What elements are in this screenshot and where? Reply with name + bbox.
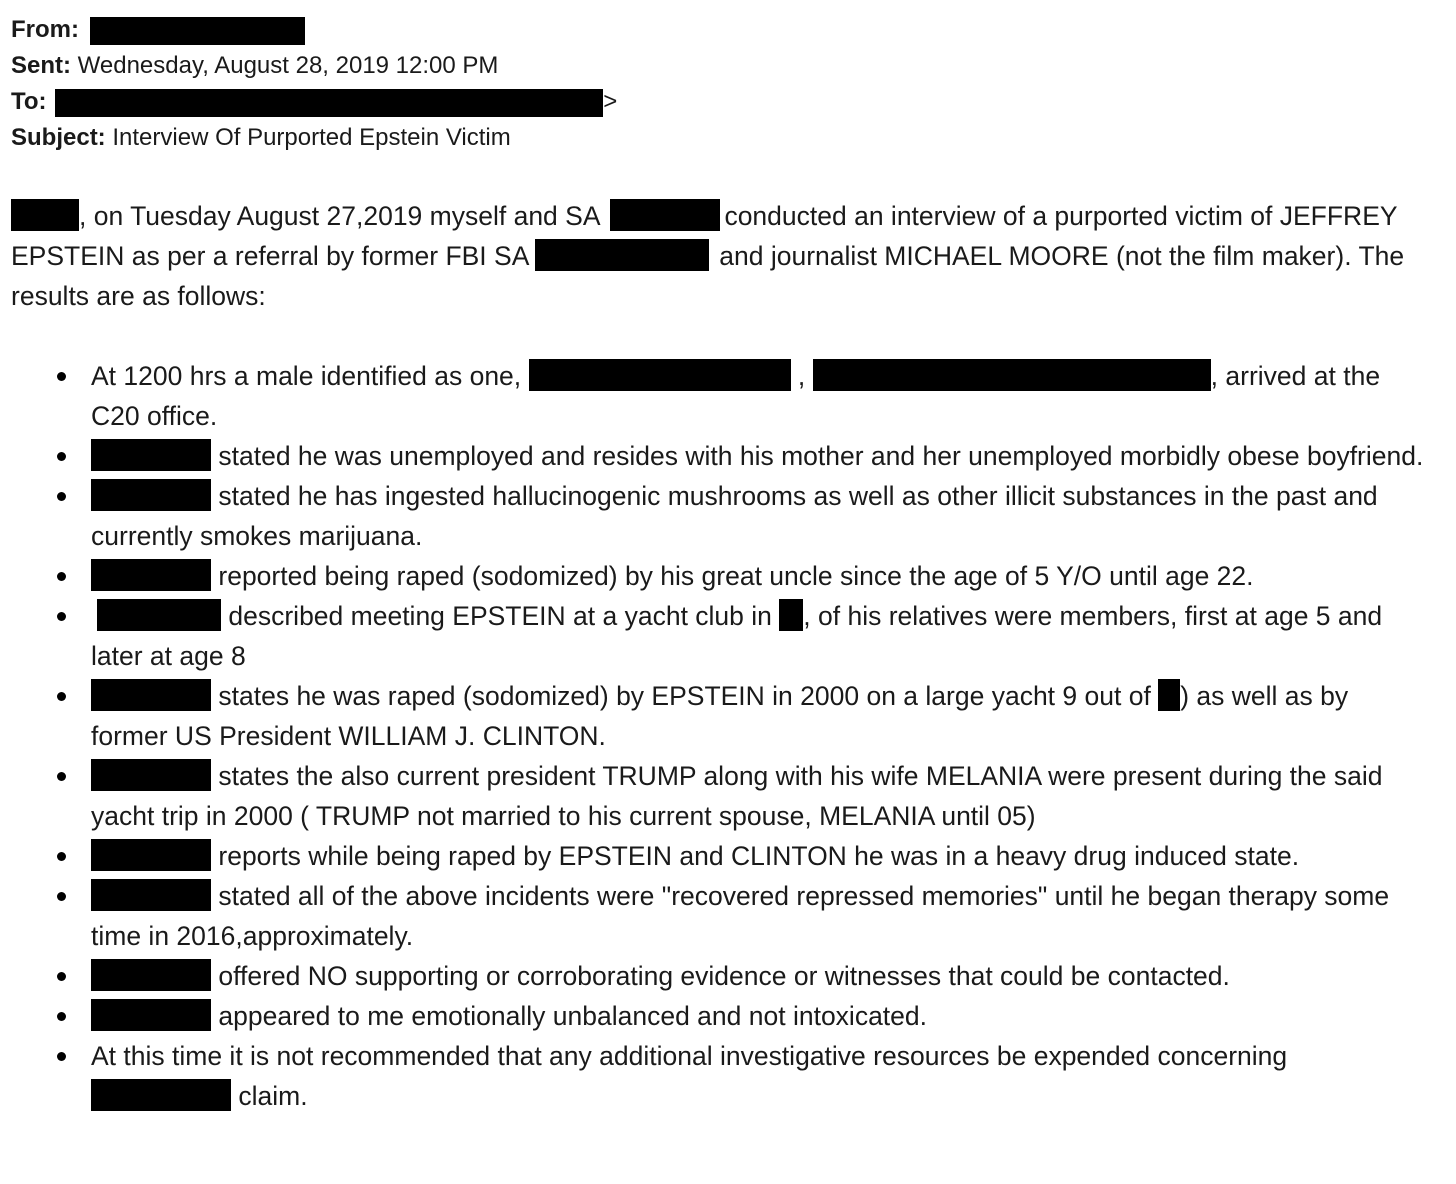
bullet-icon <box>57 972 66 981</box>
bullet-icon <box>57 372 66 381</box>
item-text: stated he has ingested hallucinogenic mushrooms as well as other illicit substances in the past and currently smokes marijuana. <box>91 481 1378 551</box>
redaction-from <box>90 17 305 45</box>
redaction <box>813 359 1211 391</box>
bullet-icon <box>57 492 66 501</box>
redaction <box>610 199 720 231</box>
item-text: states the also current president TRUMP along with his wife MELANIA were present during the said yacht trip in 2000 ( TRUMP not married to his current spouse, MELANIA until 05) <box>91 761 1383 831</box>
list-item <box>0 356 1431 436</box>
item-text: offered NO supporting or corroborating evidence or witnesses that could be contacted. <box>218 961 1230 991</box>
item-text: , arrived at the C20 office. <box>91 361 1381 431</box>
redaction <box>1158 679 1180 711</box>
redaction <box>779 599 803 631</box>
subject-value: Interview Of Purported Epstein Victim <box>112 124 511 151</box>
bullet-icon <box>57 892 66 901</box>
redaction <box>91 759 211 791</box>
bullet-icon <box>57 692 66 701</box>
list-item <box>0 836 1431 876</box>
email-header <box>11 12 617 156</box>
findings-list <box>0 356 1456 1116</box>
item-text: , of his relatives were members, first at age 5 and later at age 8 <box>91 601 1383 671</box>
bullet-icon <box>57 572 66 581</box>
item-text: reported being raped (sodomized) by his great uncle since the age of 5 Y/O until age 22. <box>218 561 1254 591</box>
redaction <box>97 599 221 631</box>
bullet-icon <box>57 772 66 781</box>
bullet-icon <box>57 452 66 461</box>
list-item <box>0 756 1431 836</box>
redaction <box>91 479 211 511</box>
sent-value: Wednesday, August 28, 2019 12:00 PM <box>77 52 499 79</box>
list-item <box>0 956 1431 996</box>
sent-label: Sent: <box>11 52 71 79</box>
to-label: To: <box>11 88 47 115</box>
list-item <box>0 876 1431 956</box>
item-text: claim. <box>238 1081 308 1111</box>
redaction <box>535 239 709 271</box>
intro-text-3: and journalist MICHAEL MOORE (not the film maker). The results are as follows: <box>11 241 1405 311</box>
item-text: states he was raped (sodomized) by EPSTEIN in 2000 on a large yacht 9 out of <box>218 681 1151 711</box>
redaction <box>91 879 211 911</box>
item-text: At 1200 hrs a male identified as one, <box>91 361 522 391</box>
list-item <box>0 1036 1431 1116</box>
redaction <box>91 679 211 711</box>
subject-line <box>11 120 617 156</box>
item-text: At this time it is not recommended that any additional investigative resources be expended concerning <box>91 1041 1288 1071</box>
subject-label: Subject: <box>11 124 106 151</box>
bullet-icon <box>57 612 66 621</box>
redaction <box>529 359 791 391</box>
redaction <box>91 999 211 1031</box>
list-item <box>0 596 1431 676</box>
redaction <box>91 559 211 591</box>
redaction <box>11 199 79 231</box>
sent-line <box>11 48 617 84</box>
bullet-icon <box>57 852 66 861</box>
list-item <box>0 556 1431 596</box>
list-item <box>0 996 1431 1036</box>
item-text: stated he was unemployed and resides with his mother and her unemployed morbidly obese boyfriend. <box>218 441 1424 471</box>
redaction <box>91 959 211 991</box>
list-item <box>0 436 1431 476</box>
item-text: described meeting EPSTEIN at a yacht club in <box>228 601 772 631</box>
item-text: , <box>797 361 806 391</box>
item-text: reports while being raped by EPSTEIN and CLINTON he was in a heavy drug induced state. <box>218 841 1300 871</box>
redaction <box>91 1079 231 1111</box>
intro-paragraph <box>11 196 1431 316</box>
bullet-icon <box>57 1012 66 1021</box>
to-suffix: > <box>603 88 618 115</box>
bullet-icon <box>57 1052 66 1061</box>
list-item <box>0 676 1431 756</box>
intro-text-1: , on Tuesday August 27,2019 myself and SA <box>79 201 600 231</box>
item-text: stated all of the above incidents were "recovered repressed memories" until he began therapy some time in 2016,approximately. <box>91 881 1390 951</box>
from-label: From: <box>11 16 79 43</box>
redaction <box>91 439 211 471</box>
redaction <box>91 839 211 871</box>
to-line <box>11 84 617 120</box>
item-text: appeared to me emotionally unbalanced and not intoxicated. <box>218 1001 928 1031</box>
list-item <box>0 476 1431 556</box>
from-line <box>11 12 617 48</box>
redaction-to <box>55 89 603 117</box>
intro-text-2: conducted an interview of a purported victim of JEFFREY EPSTEIN as per a referral by former FBI SA <box>11 201 1398 271</box>
item-text: ) as well as by former US President WILLIAM J. CLINTON. <box>91 681 1349 751</box>
